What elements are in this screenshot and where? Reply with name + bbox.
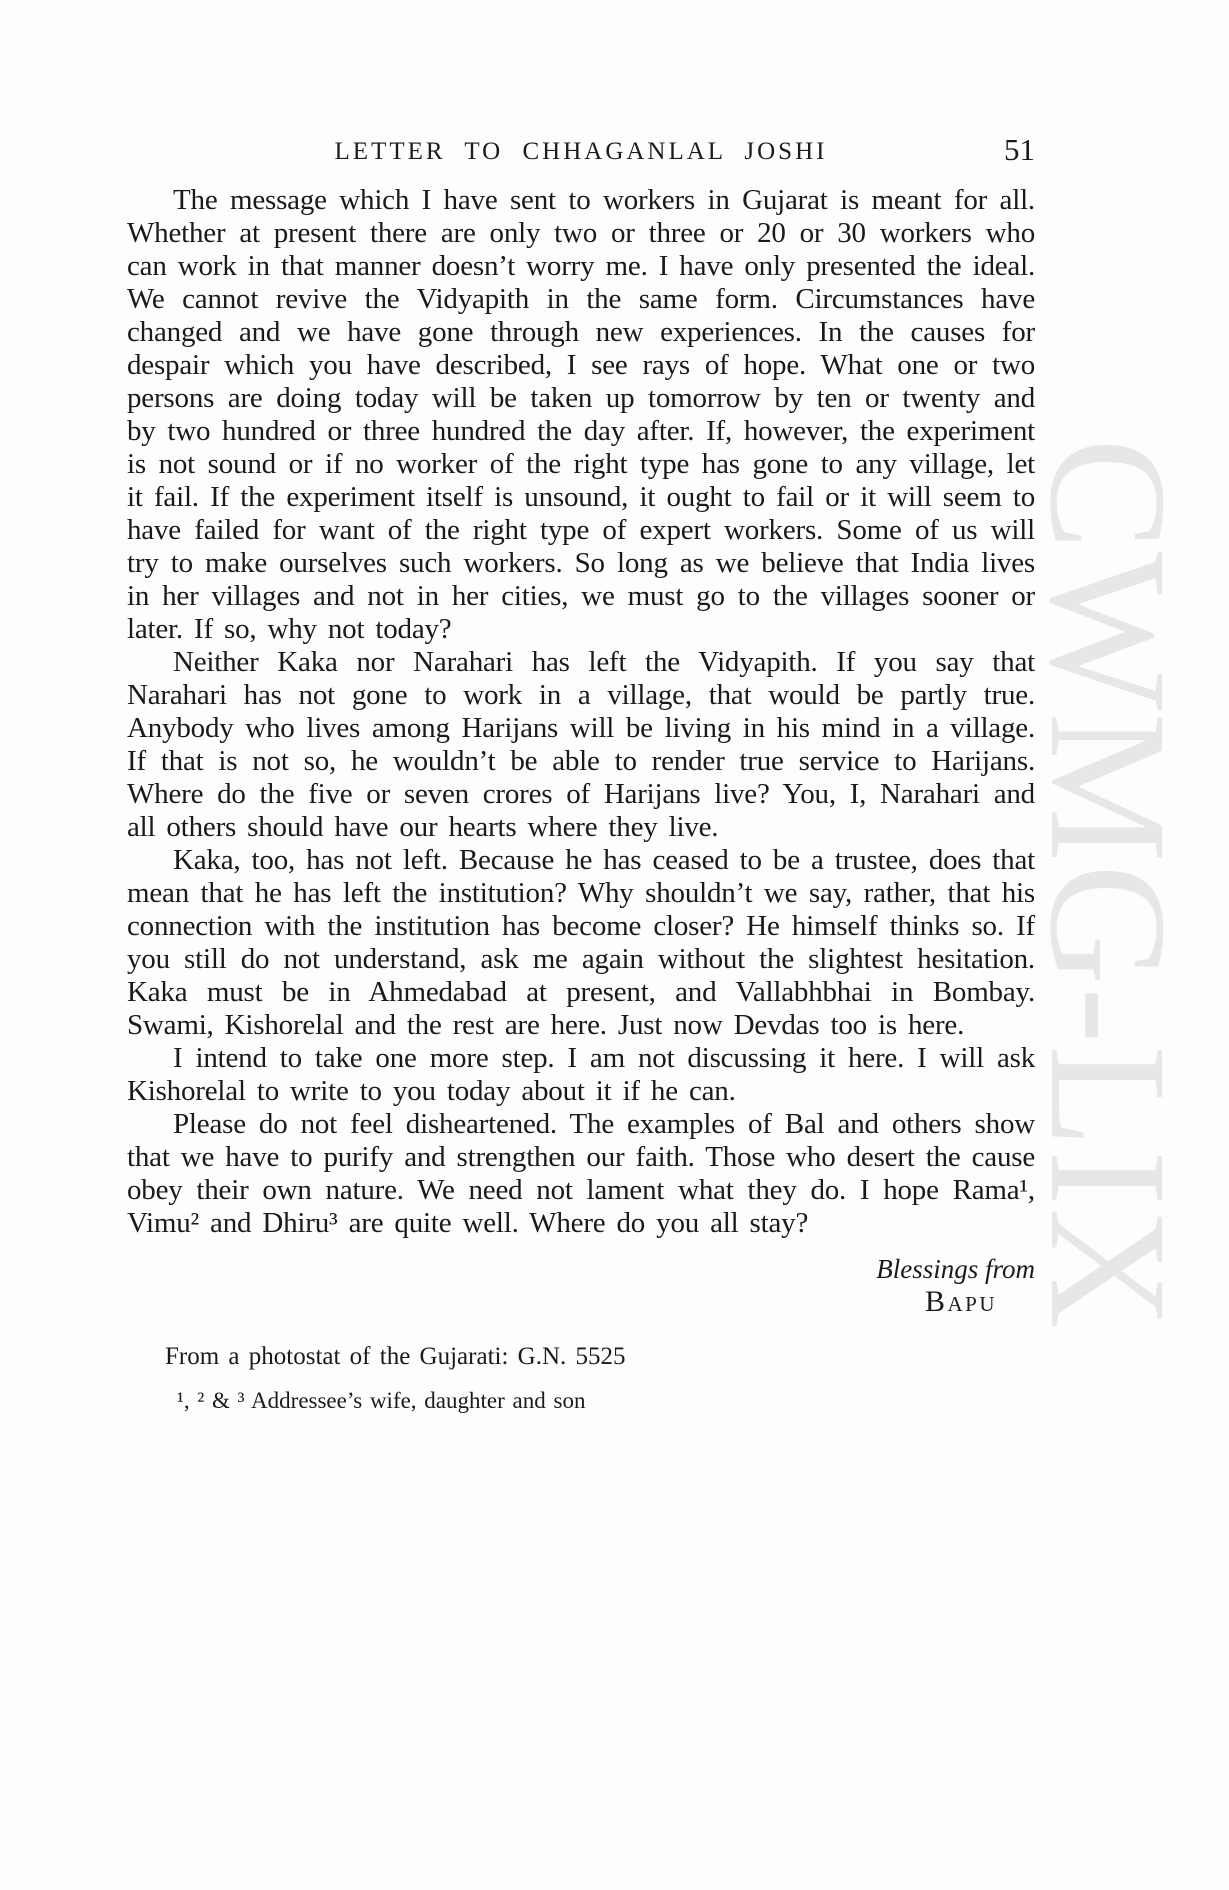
paragraph-5: Please do not feel disheartened. The examples of Bal and others show that we have to purify and strengthen our faith. Those who desert the cause obey their own nature. We need not lament what they do. I hope Rama¹, Vimu² and Dhiru³ are quite well. Where do you all stay? bbox=[127, 1108, 1035, 1239]
paragraph-2: Neither Kaka nor Narahari has left the Vidyapith. If you say that Narahari has not gone to work in a village, that would be partly true. Anybody who lives among Harijans will be living in his mind in a village. If that is not so, he wouldn’t be able to render true service to Harijans. Where do the five or seven crores of Harijans live? You, I, Narahari and all others should have our hearts where they live. bbox=[127, 646, 1035, 843]
paragraph-3: Kaka, too, has not left. Because he has ceased to be a trustee, does that mean that he has left the institution? Why shouldn’t we say, rather, that his connection with the institution has become closer? He himself thinks so. If you still do not understand, ask me again without the slightest hesitation. Kaka must be in Ahmedabad at present, and Vallabhbhai in Bombay. Swami, Kishorelal and the rest are here. Just now Devdas too is here. bbox=[127, 844, 1035, 1041]
page-number: 51 bbox=[1004, 132, 1035, 167]
footnote: ¹, ² & ³ Addressee’s wife, daughter and son bbox=[177, 1388, 586, 1413]
letter-body bbox=[127, 184, 1035, 1240]
paragraph-4: I intend to take one more step. I am not discussing it here. I will ask Kishorelal to write to you today about it if he can. bbox=[127, 1042, 1035, 1107]
running-head bbox=[127, 132, 1035, 167]
volume-watermark: CWMG-LIX bbox=[1015, 438, 1201, 1332]
page-title: LETTER TO CHHAGANLAL JOSHI bbox=[334, 138, 828, 165]
paragraph-1: The message which I have sent to workers in Gujarat is meant for all. Whether at present there are only two or three or 20 or 30 workers who can work in that manner doesn’t worry me. I have only presented the ideal. We cannot revive the Vidyapith in the same form. Circumstances have changed and we have gone through new experiences. In the causes for despair which you have described, I see rays of hope. What one or two persons are doing today will be taken up tomorrow by ten or twenty and by two hundred or three hundred the day after. If, however, the experiment is not sound or if no worker of the right type has gone to any village, let it fail. If the experiment itself is unsound, it ought to fail or it will seem to have failed for want of the right type of expert workers. Some of us will try to make ourselves such workers. So long as we believe that India lives in her villages and not in her cities, we must go to the villages sooner or later. If so, why not today? bbox=[127, 184, 1035, 645]
source-reference: From a photostat of the Gujarati: G.N. 5525 bbox=[165, 1343, 626, 1370]
signature-name: Bapu bbox=[924, 1285, 997, 1318]
valediction: Blessings from bbox=[876, 1254, 1035, 1284]
text-column bbox=[127, 132, 1035, 1414]
signature-block bbox=[127, 1254, 1035, 1319]
